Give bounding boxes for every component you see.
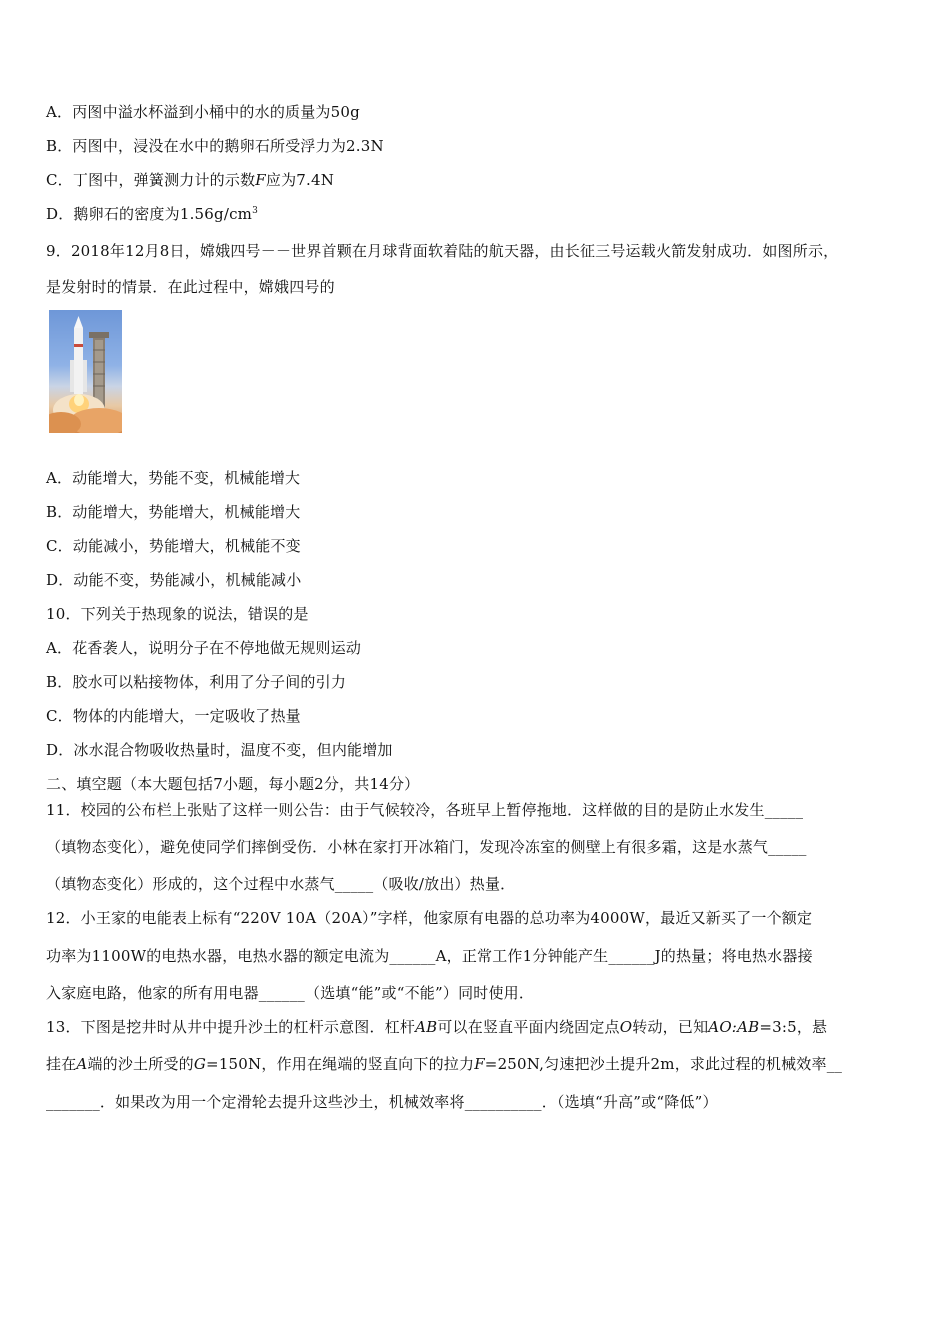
q13-l2-d: =250N,匀速把沙土提升2m，求此过程的机械效率__ (484, 1055, 843, 1073)
section-heading: 二、填空题（本大题包括7小题，每小题2分，共14分） (46, 775, 420, 793)
q9-option-b: B．动能增大，势能增大，机械能增大 (46, 503, 301, 521)
q13-l1-ratio: AO:AB (708, 1018, 760, 1036)
q8-option-c (46, 170, 334, 190)
q9-stem-line2: 是发射时的情景．在此过程中，嫦娥四号的 (46, 278, 335, 296)
q13-l2-a: 挂在 (46, 1055, 77, 1073)
q13-l1-b: 可以在竖直平面内绕固定点 (437, 1018, 620, 1036)
q9-option-d: D．动能不变，势能减小，机械能减小 (46, 571, 302, 589)
q13-l2-F: F (474, 1055, 485, 1073)
q12-line2: 功率为1100W的电热水器，电热水器的额定电流为______A，正常工作1分钟能产生______J的热量；将电热水器接 (46, 947, 813, 965)
q13-l2-c: =150N，作用在绳端的竖直向下的拉力 (206, 1055, 475, 1073)
q8-option-c-var: F (255, 171, 266, 189)
q8-option-b: B．丙图中，浸没在水中的鹅卵石所受浮力为2.3N (46, 137, 384, 155)
q10-stem: 10．下列关于热现象的说法，错误的是 (46, 605, 309, 623)
q13-l1-d: =3:5，悬 (759, 1018, 828, 1036)
q11-line2: （填物态变化），避免使同学们摔倒受伤．小林在家打开冰箱门，发现冷冻室的侧壁上有很多霜，这是水蒸气_____ (46, 838, 807, 856)
q13-l1-a: 13．下图是挖井时从井中提升沙土的杠杆示意图．杠杆 (46, 1018, 416, 1036)
q13-line2 (46, 1054, 842, 1074)
q10-option-d: D．冰水混合物吸收热量时，温度不变，但内能增加 (46, 741, 393, 759)
q8-option-d-text: D．鹅卵石的密度为1.56g/cm (46, 205, 253, 223)
q10-option-c: C．物体的内能增大，一定吸收了热量 (46, 707, 301, 725)
q8-option-c-tail: 应为7.4N (265, 171, 335, 189)
q12-line3: 入家庭电路，他家的所有用电器______（选填“能”或“不能”）同时使用． (46, 984, 535, 1002)
q10-option-b: B．胶水可以粘接物体，利用了分子间的引力 (46, 673, 347, 691)
q13-l1-o: O (619, 1018, 633, 1036)
q13-l1-ab: AB (415, 1018, 438, 1036)
q9-stem-line1: 9．2018年12月8日，嫦娥四号－－世界首颗在月球背面软着陆的航天器，由长征三号运载火箭发射成功．如图所示， (46, 242, 839, 260)
q8-option-c-text: C．丁图中，弹簧测力计的示数 (46, 171, 256, 189)
q13-l2-A: A (76, 1055, 88, 1073)
q8-option-a: A．丙图中溢水杯溢到小桶中的水的质量为50g (46, 103, 360, 121)
q12-line1: 12．小王家的电能表上标有“220V 10A（20A）”字样，他家原有电器的总功率为4000W，最近又新买了一个额定 (46, 909, 813, 927)
q9-option-a: A．动能增大，势能不变，机械能增大 (46, 469, 301, 487)
q13-l2-G: G (193, 1055, 207, 1073)
q8-option-d (46, 204, 258, 224)
q9-option-c: C．动能减小，势能增大，机械能不变 (46, 537, 301, 555)
q13-line3: _______．如果改为用一个定滑轮去提升这些沙土，机械效率将__________．（选填“升高”或“降低”） (46, 1093, 718, 1111)
q13-l2-b: 端的沙土所受的 (87, 1055, 194, 1073)
q10-option-a: A．花香袭人，说明分子在不停地做无规则运动 (46, 639, 362, 657)
rocket-launch-photo (49, 310, 122, 433)
q13-l1-c: 转动，已知 (632, 1018, 709, 1036)
q13-line1 (46, 1017, 827, 1037)
q8-option-d-superscript: 3 (252, 206, 259, 216)
q11-line3: （填物态变化）形成的，这个过程中水蒸气_____（吸收/放出）热量． (46, 875, 516, 893)
q11-line1: 11．校园的公布栏上张贴了这样一则公告：由于气候较冷，各班早上暂停拖地．这样做的目的是防止水发生_____ (46, 801, 804, 819)
